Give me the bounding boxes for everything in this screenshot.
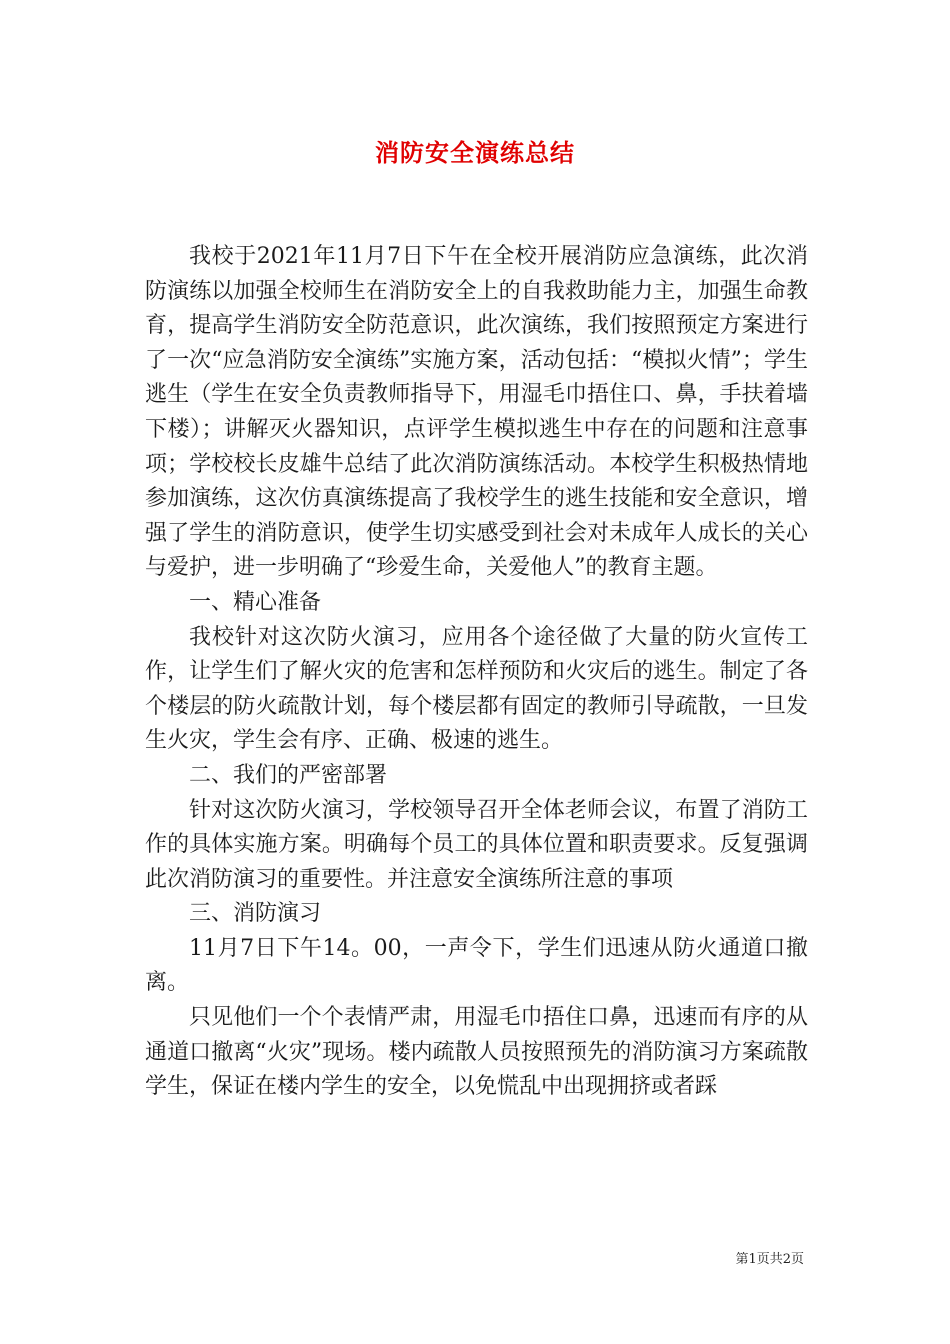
preparation-paragraph: 我校针对这次防火演习，应用各个途径做了大量的防火宣传工作，让学生们了解火灾的危害和怎样预防和火灾后的逃生。制定了各个楼层的防火疏散计划，每个楼层都有固定的教师引导疏散，一旦发生火灾，学生会有序、正确、极速的逃生。 [145, 624, 808, 754]
document-title: 消防安全演练总结 [375, 139, 575, 167]
section-heading-drill: 三、消防演习 [189, 901, 322, 927]
drill-detail-paragraph: 只见他们一个个表情严肃，用湿毛巾捂住口鼻，迅速而有序的从通道口撤离“火灾”现场。楼内疏散人员按照预先的消防演习方案疏散学生，保证在楼内学生的安全，以免慌乱中出现拥挤或者踩 [145, 1005, 808, 1100]
intro-paragraph: 我校于2021年11月7日下午在全校开展消防应急演练，此次消防演练以加强全校师生在消防安全上的自我救助能力主，加强生命教育，提高学生消防安全防范意识，此次演练，我们按照预定方案进行了一次“应急消防安全演练”实施方案，活动包括：“模拟火情”；学生逃生（学生在安全负责教师指导下，用湿毛巾捂住口、鼻，手扶着墙下楼）；讲解灭火器知识，点评学生模拟逃生中存在的问题和注意事项；学校校长皮雄牛总结了此次消防演练活动。本校学生积极热情地参加演练，这次仿真演练提高了我校学生的逃生技能和安全意识，增强了学生的消防意识，使学生切实感受到社会对未成年人成长的关心与爱护，进一步明确了“珍爱生命，关爱他人”的教育主题。 [145, 244, 808, 581]
section-heading-deployment: 二、我们的严密部署 [189, 762, 388, 788]
section-heading-preparation: 一、精心准备 [189, 589, 322, 615]
deployment-paragraph: 针对这次防火演习，学校领导召开全体老师会议，布置了消防工作的具体实施方案。明确每个员工的具体位置和职责要求。反复强调此次消防演习的重要性。并注意安全演练所注意的事项 [145, 797, 808, 892]
document-body [145, 240, 808, 1105]
page-number: 第1页共2页 [735, 1252, 804, 1267]
drill-paragraph: 11月7日下午14。00，一声令下，学生们迅速从防火通道口撤离。 [145, 935, 808, 996]
